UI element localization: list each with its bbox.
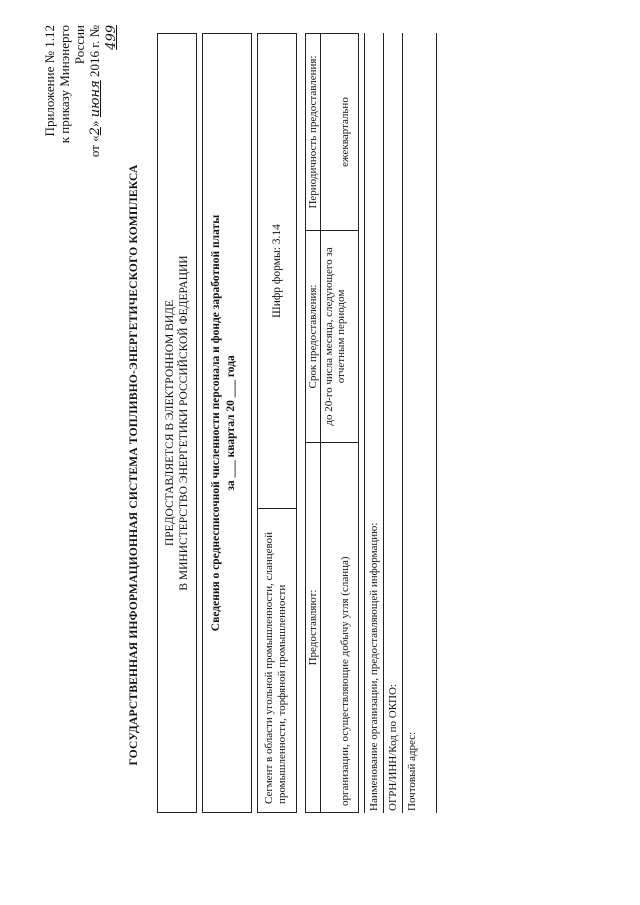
org-ogrn-field: ОГРН/ИНН/Код по ОКПО: [384, 33, 403, 813]
org-info-box [364, 33, 437, 813]
providers-header: Предоставляют: [306, 443, 321, 812]
providers-value: организации, осуществляющие добычу угля (сланца) [339, 556, 351, 806]
system-title: ГОСУДАРСТВЕННАЯ ИНФОРМАЦИОННАЯ СИСТЕМА ТОПЛИВНО-ЭНЕРГЕТИЧЕСКОГО КОМПЛЕКСА [128, 164, 140, 766]
annex-number: Приложение № 1.12 [42, 25, 57, 137]
report-period: за ___ квартал 20 ___ года [225, 355, 237, 491]
deadline-column [306, 230, 358, 442]
handwritten-order-number: 499 [104, 25, 119, 50]
submission-table [305, 33, 359, 813]
handwritten-month: июня [88, 80, 103, 118]
annex-order-ref: к приказу Минэнерго России [57, 25, 87, 144]
periodicity-column [306, 34, 358, 230]
segment-text: Сегмент в области угольной промышленности, сланцевой промышленности, торфяной промышленности [258, 508, 296, 812]
annex-header [42, 25, 119, 185]
org-name-field: Наименование организации, предоставляющей информацию: [365, 33, 384, 813]
electronic-notice-line1: ПРЕДОСТАВЛЯЕТСЯ В ЭЛЕКТРОННОМ ВИДЕ [164, 299, 176, 547]
segment-box [257, 33, 297, 813]
electronic-notice-line2: В МИНИСТЕРСТВО ЭНЕРГЕТИКИ РОССИЙСКОЙ ФЕДЕРАЦИИ [178, 255, 190, 591]
deadline-value: до 20-го числа месяца, следующего за отчетным периодом [323, 247, 347, 426]
annex-order-date: от «2» июня 2016 г. № 499 [87, 25, 119, 158]
periodicity-value: ежеквартально [339, 97, 351, 167]
electronic-notice-box [157, 33, 197, 813]
report-title: Сведения о среднесписочной численности персонала и фонде заработной платы [210, 214, 222, 632]
periodicity-header: Периодичность предоставления: [306, 34, 321, 230]
form-code: Шифр формы: 3.14 [271, 224, 283, 318]
providers-column [306, 442, 358, 812]
deadline-header: Срок предоставления: [306, 231, 321, 442]
org-address-field: Почтовый адрес: [406, 731, 418, 811]
handwritten-day: 2 [88, 127, 103, 136]
report-title-box [202, 33, 252, 813]
